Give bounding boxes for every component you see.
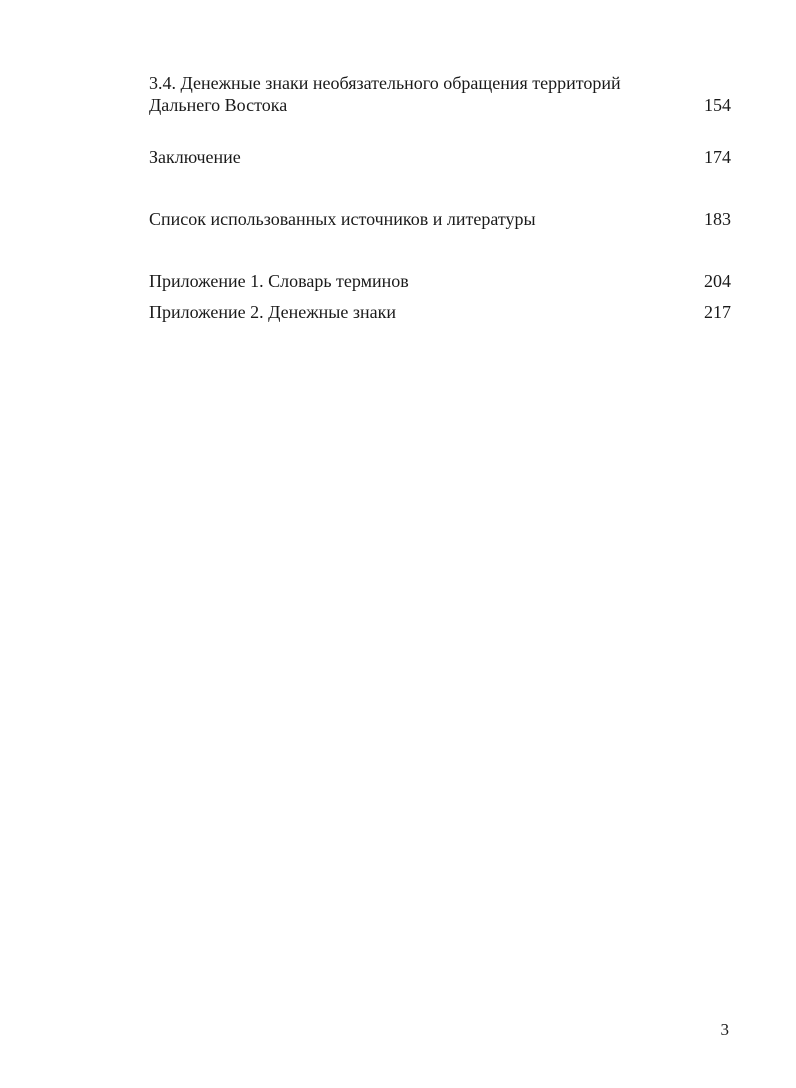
toc-entry-title bbox=[149, 208, 691, 230]
toc-entry-title bbox=[149, 270, 691, 292]
table-of-contents bbox=[149, 72, 731, 323]
toc-entry-appendix-1 bbox=[149, 270, 731, 292]
toc-entry-title-line: Заключение bbox=[149, 147, 241, 167]
toc-entry-conclusion bbox=[149, 146, 731, 168]
toc-entry-title bbox=[149, 72, 691, 116]
toc-entry-section-3-4 bbox=[149, 72, 731, 116]
toc-entry-title-line: Дальнего Востока bbox=[149, 95, 288, 115]
toc-entry-title-line: Приложение 2. Денежные знаки bbox=[149, 302, 396, 322]
toc-entry-page-number: 204 bbox=[704, 271, 731, 291]
toc-entry-title bbox=[149, 146, 691, 168]
toc-entry-title-line: Приложение 1. Словарь терминов bbox=[149, 271, 409, 291]
toc-entry-bibliography bbox=[149, 208, 731, 230]
page-number-footer: 3 bbox=[720, 1020, 729, 1039]
toc-entry-title-line: Список использованных источников и литературы bbox=[149, 209, 536, 229]
toc-entry-title-line: 3.4. Денежные знаки необязательного обращения территорий bbox=[149, 73, 621, 93]
toc-entry-page-number: 174 bbox=[704, 147, 731, 167]
toc-entry-appendix-2 bbox=[149, 301, 731, 323]
toc-entry-page-number: 183 bbox=[704, 209, 731, 229]
toc-entry-page-number: 217 bbox=[704, 302, 731, 322]
toc-entry-page-number: 154 bbox=[704, 95, 731, 115]
toc-entry-title bbox=[149, 301, 691, 323]
